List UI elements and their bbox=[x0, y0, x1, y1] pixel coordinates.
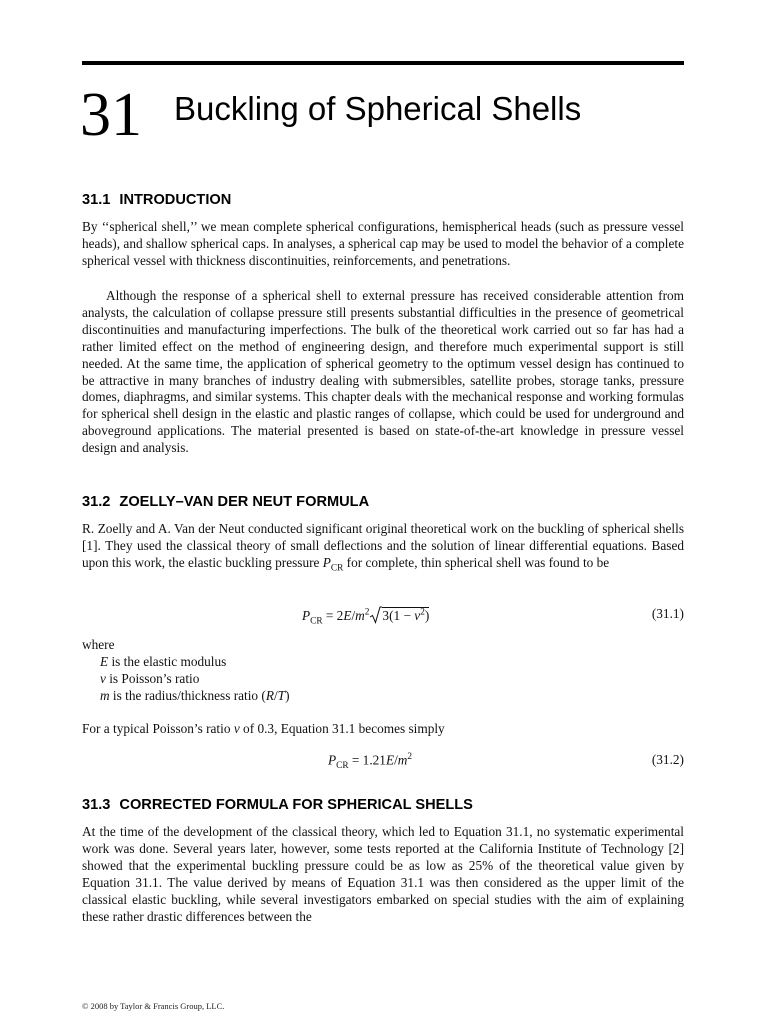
equation-number: (31.1) bbox=[651, 606, 684, 621]
section-title: CORRECTED FORMULA FOR SPHERICAL SHELLS bbox=[119, 797, 473, 813]
section-number: 31.2 bbox=[82, 494, 111, 510]
equation-31-2 bbox=[82, 752, 684, 772]
chapter-number: 31 bbox=[80, 81, 142, 149]
eq-symbol-m: m bbox=[355, 608, 365, 623]
definition-text: is the elastic modulus bbox=[108, 654, 227, 669]
definition-item: m is the radius/thickness ratio (R/T) bbox=[100, 688, 290, 703]
equation-expression: $P_{CR} = 2E/m^2$ $3(1 - \nu^2)$ bbox=[302, 607, 430, 627]
eq-rhs-b: / bbox=[351, 608, 356, 623]
section-number: 31.3 bbox=[82, 797, 111, 813]
eq-rhs-a: = 2 bbox=[322, 608, 344, 623]
paragraph-corrected: At the time of the development of the classical theory, which led to Equation 31.1, no systematic experimental work was done. Several years later, however, some tests reported at the California Institute of Technology [2] showed that the experimental buckling pressure could be as low as 25% of the theoretical value given by Equation 31.1. The value derived by means of Equation 31.1 was then considered as the upper limit of the classical elastic buckling, while several investigators embarked on special studies with the aim of explaining these rather drastic differences between the bbox=[82, 824, 684, 924]
equation-expression: $P_{CR} = 1.21E/m^2$ bbox=[328, 752, 413, 772]
chapter-rule bbox=[82, 61, 684, 65]
definitions-list bbox=[82, 636, 290, 704]
section-number: 31.1 bbox=[82, 192, 111, 208]
definition-symbol: m bbox=[100, 688, 110, 703]
eq-symbol-e: E bbox=[385, 752, 395, 768]
equation-31-1 bbox=[82, 606, 684, 626]
paragraph-intro-2: Although the response of a spherical shell to external pressure has received considerable attention from analysts, the calculation of collapse pressure still presents substantial difficulties in the presence of geometrical discontinuities and manufacturing imperfections. The bulk of the theoretical work carried out so far has had a rather limited effect on the method of engineering design, and therefore much experimental support is still needed. At the same time, the application of spherical geometry to the optimum vessel design has continued to be attractive in many branches of industry dealing with submersibles, satellite probes, storage tanks, pressure domes, diaphragms, and similar systems. This chapter deals with the mechanical response and working formulas for spherical shell design in the elastic and plastic ranges of collapse, which could be used for underground and aboveground applications. The material presented is based on state-of-the-art knowledge in pressure vessel design and analysis. bbox=[82, 288, 684, 456]
symbol-cr: CR bbox=[330, 563, 344, 574]
paragraph-zoelly-text-end: for complete, thin spherical shell was found to be bbox=[346, 554, 610, 570]
section-title: INTRODUCTION bbox=[119, 192, 232, 208]
eq-symbol-cr: CR bbox=[310, 616, 323, 627]
section-heading-introduction bbox=[82, 192, 684, 208]
section-title: ZOELLY–VAN DER NEUT FORMULA bbox=[119, 494, 370, 510]
paragraph-typical-text-end: of 0.3, Equation 31.1 becomes simply bbox=[243, 721, 445, 736]
eq-symbol-e: E bbox=[343, 608, 352, 623]
definition-symbol-r: R bbox=[265, 688, 274, 703]
definition-item bbox=[82, 653, 290, 670]
definition-symbol: E bbox=[100, 654, 109, 669]
definition-item bbox=[82, 670, 290, 687]
paragraph-zoelly bbox=[82, 521, 684, 577]
eq-symbol-p: P bbox=[328, 752, 337, 768]
where-label: where bbox=[82, 637, 115, 652]
section-heading-corrected bbox=[82, 797, 684, 813]
symbol-nu: ν bbox=[233, 721, 240, 736]
chapter-title: Buckling of Spherical Shells bbox=[174, 90, 582, 127]
eq-rhs-d: ) bbox=[424, 608, 430, 623]
eq-rhs-b: / bbox=[394, 752, 398, 768]
eq-symbol-p: P bbox=[302, 608, 311, 623]
sqrt-icon bbox=[369, 606, 382, 624]
eq-rhs-c: 3(1 − bbox=[382, 608, 415, 623]
copyright-footer: © 2008 by Taylor & Francis Group, LLC. bbox=[82, 1001, 225, 1011]
eq-radicand: $3(1 - \nu^2)$ bbox=[382, 607, 430, 623]
symbol-p: P bbox=[322, 554, 331, 570]
section-heading-zoelly bbox=[82, 494, 684, 510]
definition-symbol-t: T bbox=[277, 688, 286, 703]
definition-symbol: ν bbox=[100, 671, 106, 686]
eq-symbol-cr: CR bbox=[336, 761, 349, 772]
definition-text: is the radius/thickness ratio ( bbox=[109, 688, 266, 703]
eq-symbol-nu: ν bbox=[414, 608, 421, 623]
paragraph-intro-1: By ‘‘spherical shell,’’ we mean complete spherical configurations, hemispherical heads (such as pressure vessel heads), and shallow spherical caps. In analyses, a spherical cap may be used to model the behavior of a complete spherical vessel with thickness discontinuities, reinforcements, and penetrations. bbox=[82, 219, 684, 268]
eq-rhs-a: = 1.21 bbox=[348, 752, 386, 768]
paragraph-typical bbox=[82, 721, 684, 738]
eq-symbol-m: m bbox=[397, 752, 408, 768]
definition-text: is Poisson’s ratio bbox=[105, 671, 200, 686]
paragraph-typical-text: For a typical Poisson’s ratio bbox=[82, 721, 231, 736]
paragraph-zoelly-text: R. Zoelly and A. Van der Neut conducted significant original theoretical work on the buckling of spherical shells [1]. They used the classical theory of small deflections and the solution of linear differential equations. Based upon this work, the elastic buckling pressure bbox=[82, 521, 684, 570]
equation-number: (31.2) bbox=[651, 752, 684, 767]
